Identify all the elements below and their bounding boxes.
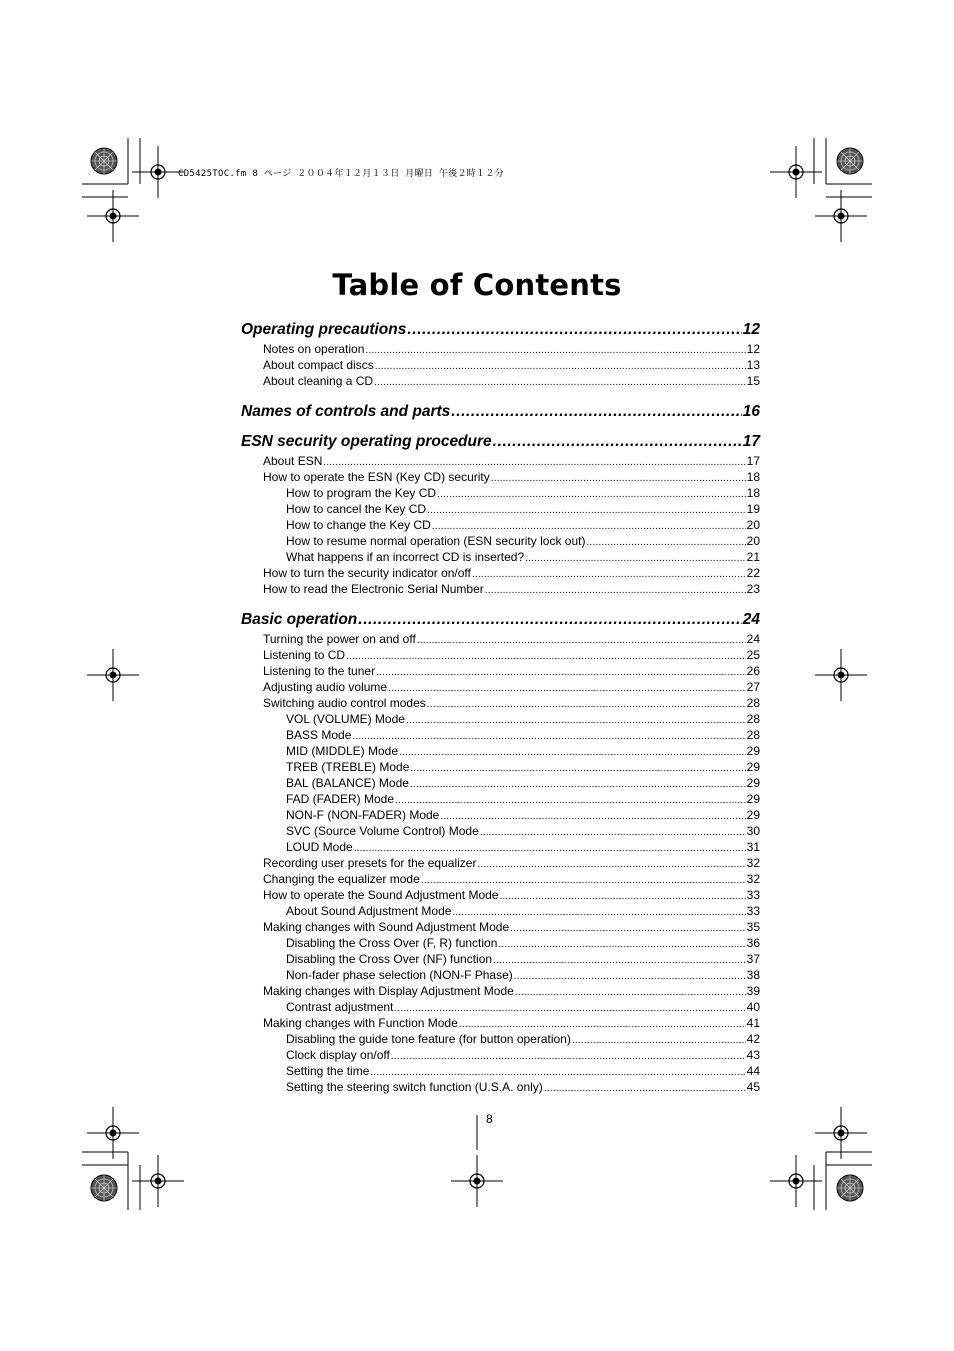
toc-entry-title: Notes on operation xyxy=(263,342,365,356)
toc-leader-dots xyxy=(452,907,745,918)
toc-entry xyxy=(263,888,760,902)
toc-entry-title: Listening to the tuner xyxy=(263,664,376,678)
toc-entry-page: 24 xyxy=(746,632,760,646)
toc-entry-page: 20 xyxy=(746,534,760,548)
toc-entry-title: Adjusting audio volume xyxy=(263,680,388,694)
toc-entry xyxy=(263,1016,760,1030)
toc-entry xyxy=(263,632,760,646)
toc-entry xyxy=(263,342,760,356)
toc-entry-title: Disabling the Cross Over (F, R) function xyxy=(286,936,498,950)
toc-leader-dots xyxy=(515,987,746,998)
toc-entry-title: Recording user presets for the equalizer xyxy=(263,856,477,870)
toc-entry-page: 40 xyxy=(746,1000,760,1014)
file-header-note: CD5425TOC.fm 8 ページ ２００４年１２月１３日 月曜日 午後２時１２分 xyxy=(178,169,504,179)
toc-entry-page: 32 xyxy=(746,856,760,870)
toc-section xyxy=(241,403,760,421)
toc-entry xyxy=(286,952,760,966)
toc-entry-page: 16 xyxy=(742,403,760,420)
toc-entry-title: Operating precautions xyxy=(241,321,407,338)
toc-entry-title: About compact discs xyxy=(263,358,374,372)
toc-entry-page: 37 xyxy=(746,952,760,966)
toc-leader-dots xyxy=(417,635,746,646)
page-title: Table of Contents xyxy=(332,268,622,302)
toc-entry xyxy=(286,486,760,500)
toc-entry-page: 35 xyxy=(746,920,760,934)
toc-leader-dots xyxy=(499,891,745,902)
toc-entry-title: Setting the time xyxy=(286,1064,370,1078)
toc-leader-dots xyxy=(572,1035,746,1046)
toc-entry xyxy=(286,936,760,950)
toc-entry-page: 32 xyxy=(746,872,760,886)
toc-entry-page: 31 xyxy=(746,840,760,854)
toc-entry-title: Making changes with Sound Adjustment Mode xyxy=(263,920,510,934)
toc-entry-page: 27 xyxy=(746,680,760,694)
toc-entry-page: 17 xyxy=(746,454,760,468)
toc-entry xyxy=(286,968,760,982)
toc-entry-title: What happens if an incorrect CD is inserted? xyxy=(286,550,525,564)
toc-leader-dots xyxy=(477,859,745,870)
toc-entry-title: How to change the Key CD xyxy=(286,518,431,532)
toc-entry-title: VOL (VOLUME) Mode xyxy=(286,712,405,726)
toc-leader-dots xyxy=(544,1083,746,1094)
toc-leader-dots xyxy=(525,553,746,564)
toc-entry-title: How to resume normal operation (ESN security lock out) xyxy=(286,534,586,548)
toc-entry-title: BAL (BALANCE) Mode xyxy=(286,776,409,790)
toc-leader-dots xyxy=(323,457,745,468)
toc-entry-title: About ESN xyxy=(263,454,323,468)
toc-entry-page: 43 xyxy=(746,1048,760,1062)
toc-entry-page: 29 xyxy=(746,760,760,774)
toc-entry xyxy=(263,664,760,678)
toc-entry-page: 18 xyxy=(746,486,760,500)
toc-entry-title: Making changes with Display Adjustment Mode xyxy=(263,984,514,998)
toc-entry xyxy=(263,358,760,372)
toc-leader-dots xyxy=(394,1003,745,1014)
toc-entry xyxy=(286,840,760,854)
toc-entry-page: 45 xyxy=(746,1080,760,1094)
toc-entry-page: 12 xyxy=(742,321,760,338)
toc-entry xyxy=(286,744,760,758)
toc-leader-dots xyxy=(427,505,746,516)
toc-entry-title: SVC (Source Volume Control) Mode xyxy=(286,824,479,838)
toc-leader-dots xyxy=(510,923,745,934)
toc-leader-dots xyxy=(352,731,745,742)
toc-entry-title: Names of controls and parts xyxy=(241,403,451,420)
toc-entry xyxy=(263,872,760,886)
toc-entry xyxy=(263,856,760,870)
toc-entry-page: 39 xyxy=(746,984,760,998)
toc-entry-page: 17 xyxy=(742,433,760,450)
toc-entry xyxy=(263,374,760,388)
toc-entry-page: 28 xyxy=(746,696,760,710)
toc-entry-page: 12 xyxy=(746,342,760,356)
toc-entry xyxy=(286,1064,760,1078)
toc-leader-dots xyxy=(459,1019,746,1030)
toc-entry-title: How to program the Key CD xyxy=(286,486,437,500)
toc-entry-page: 29 xyxy=(746,776,760,790)
toc-leader-dots xyxy=(491,473,746,484)
toc-entry-title: TREB (TREBLE) Mode xyxy=(286,760,410,774)
toc-entry-page: 28 xyxy=(746,712,760,726)
toc-entry-title: About cleaning a CD xyxy=(263,374,374,388)
toc-entry xyxy=(263,566,760,580)
toc-leader-dots xyxy=(399,747,746,758)
toc-leader-dots xyxy=(472,569,746,580)
toc-entry-page: 44 xyxy=(746,1064,760,1078)
toc-entry-page: 19 xyxy=(746,502,760,516)
toc-entry-page: 29 xyxy=(746,808,760,822)
toc-entry-page: 24 xyxy=(742,611,760,628)
toc-entry-page: 23 xyxy=(746,582,760,596)
toc-leader-dots xyxy=(427,699,746,710)
toc-entry xyxy=(286,808,760,822)
toc-entry-title: Making changes with Function Mode xyxy=(263,1016,458,1030)
toc-leader-dots xyxy=(480,827,746,838)
toc-entry xyxy=(286,502,760,516)
toc-entry-title: ESN security operating procedure xyxy=(241,433,492,450)
toc-leader-dots xyxy=(346,651,746,662)
toc-entry-title: Disabling the guide tone feature (for button operation) xyxy=(286,1032,571,1046)
toc-entry xyxy=(263,470,760,484)
toc-entry-page: 38 xyxy=(746,968,760,982)
toc-leader-dots xyxy=(451,403,741,421)
toc-leader-dots xyxy=(365,345,745,356)
toc-entry-title: Setting the steering switch function (U.S.A. only) xyxy=(286,1080,543,1094)
toc-entry xyxy=(286,1000,760,1014)
toc-entry-title: How to cancel the Key CD xyxy=(286,502,427,516)
toc-entry-title: How to turn the security indicator on/off xyxy=(263,566,471,580)
toc-entry-title: Non-fader phase selection (NON-F Phase) xyxy=(286,968,513,982)
toc-leader-dots xyxy=(376,667,746,678)
toc-entry-page: 21 xyxy=(746,550,760,564)
toc-entry-title: BASS Mode xyxy=(286,728,352,742)
toc-entry xyxy=(263,696,760,710)
toc-leader-dots xyxy=(374,377,746,388)
toc-leader-dots xyxy=(406,715,746,726)
toc-leader-dots xyxy=(440,811,745,822)
toc-entry xyxy=(286,824,760,838)
toc-entry-page: 36 xyxy=(746,936,760,950)
toc-entry-page: 41 xyxy=(746,1016,760,1030)
toc-section xyxy=(241,433,760,451)
toc-entry-page: 13 xyxy=(746,358,760,372)
toc-leader-dots xyxy=(421,875,746,886)
toc-leader-dots xyxy=(410,763,745,774)
toc-entry-page: 42 xyxy=(746,1032,760,1046)
toc-entry xyxy=(263,984,760,998)
toc-leader-dots xyxy=(493,955,746,966)
toc-entry-title: How to operate the ESN (Key CD) security xyxy=(263,470,490,484)
toc-leader-dots xyxy=(354,843,746,854)
toc-section xyxy=(241,611,760,629)
toc-entry-title: NON-F (NON-FADER) Mode xyxy=(286,808,440,822)
toc-leader-dots xyxy=(395,795,746,806)
toc-entry-title: LOUD Mode xyxy=(286,840,353,854)
toc-entry-page: 28 xyxy=(746,728,760,742)
toc-entry xyxy=(286,904,760,918)
toc-entry-page: 15 xyxy=(746,374,760,388)
toc-entry-title: Contrast adjustment xyxy=(286,1000,394,1014)
toc-entry xyxy=(286,1048,760,1062)
toc-entry-title: About Sound Adjustment Mode xyxy=(286,904,452,918)
toc-entry-page: 18 xyxy=(746,470,760,484)
toc-section xyxy=(241,321,760,339)
toc-entry-page: 29 xyxy=(746,792,760,806)
toc-entry-title: Switching audio control modes xyxy=(263,696,426,710)
toc-entry-title: Turning the power on and off xyxy=(263,632,416,646)
toc-entry xyxy=(286,534,760,548)
toc-entry-title: Disabling the Cross Over (NF) function xyxy=(286,952,493,966)
toc-leader-dots xyxy=(493,433,742,451)
toc-entry-page: 20 xyxy=(746,518,760,532)
toc-leader-dots xyxy=(437,489,746,500)
toc-leader-dots xyxy=(375,361,746,372)
toc-leader-dots xyxy=(407,321,741,339)
toc-entry xyxy=(286,792,760,806)
toc-entry xyxy=(286,728,760,742)
page-number: 8 xyxy=(486,1112,493,1126)
toc-entry xyxy=(263,920,760,934)
toc-entry xyxy=(286,518,760,532)
toc-entry-title: Clock display on/off xyxy=(286,1048,390,1062)
toc-leader-dots xyxy=(432,521,746,532)
toc-leader-dots xyxy=(485,585,746,596)
toc-entry xyxy=(286,712,760,726)
toc-entry xyxy=(263,648,760,662)
toc-leader-dots xyxy=(410,779,746,790)
toc-entry xyxy=(286,760,760,774)
toc-leader-dots xyxy=(358,611,741,629)
toc-entry xyxy=(286,550,760,564)
toc-entry-title: Listening to CD xyxy=(263,648,346,662)
toc-entry xyxy=(263,454,760,468)
toc-entry-title: Changing the equalizer mode xyxy=(263,872,420,886)
toc-entry-title: How to operate the Sound Adjustment Mode xyxy=(263,888,499,902)
toc-entry xyxy=(263,582,760,596)
toc-entry-page: 22 xyxy=(746,566,760,580)
toc-entry-title: How to read the Electronic Serial Number xyxy=(263,582,484,596)
toc-entry-page: 33 xyxy=(746,904,760,918)
toc-leader-dots xyxy=(514,971,746,982)
toc-leader-dots xyxy=(586,537,745,548)
toc-entry-title: MID (MIDDLE) Mode xyxy=(286,744,399,758)
toc-leader-dots xyxy=(498,939,745,950)
toc-leader-dots xyxy=(388,683,746,694)
toc-entry xyxy=(286,776,760,790)
toc-entry-page: 30 xyxy=(746,824,760,838)
toc-entry-page: 26 xyxy=(746,664,760,678)
toc-leader-dots xyxy=(370,1067,745,1078)
toc-entry xyxy=(263,680,760,694)
toc-entry-title: FAD (FADER) Mode xyxy=(286,792,395,806)
toc-entry-page: 29 xyxy=(746,744,760,758)
toc-entry-page: 33 xyxy=(746,888,760,902)
toc-entry-title: Basic operation xyxy=(241,611,358,628)
toc-entry-page: 25 xyxy=(746,648,760,662)
toc-leader-dots xyxy=(391,1051,746,1062)
toc-entry xyxy=(286,1032,760,1046)
toc-entry xyxy=(286,1080,760,1094)
